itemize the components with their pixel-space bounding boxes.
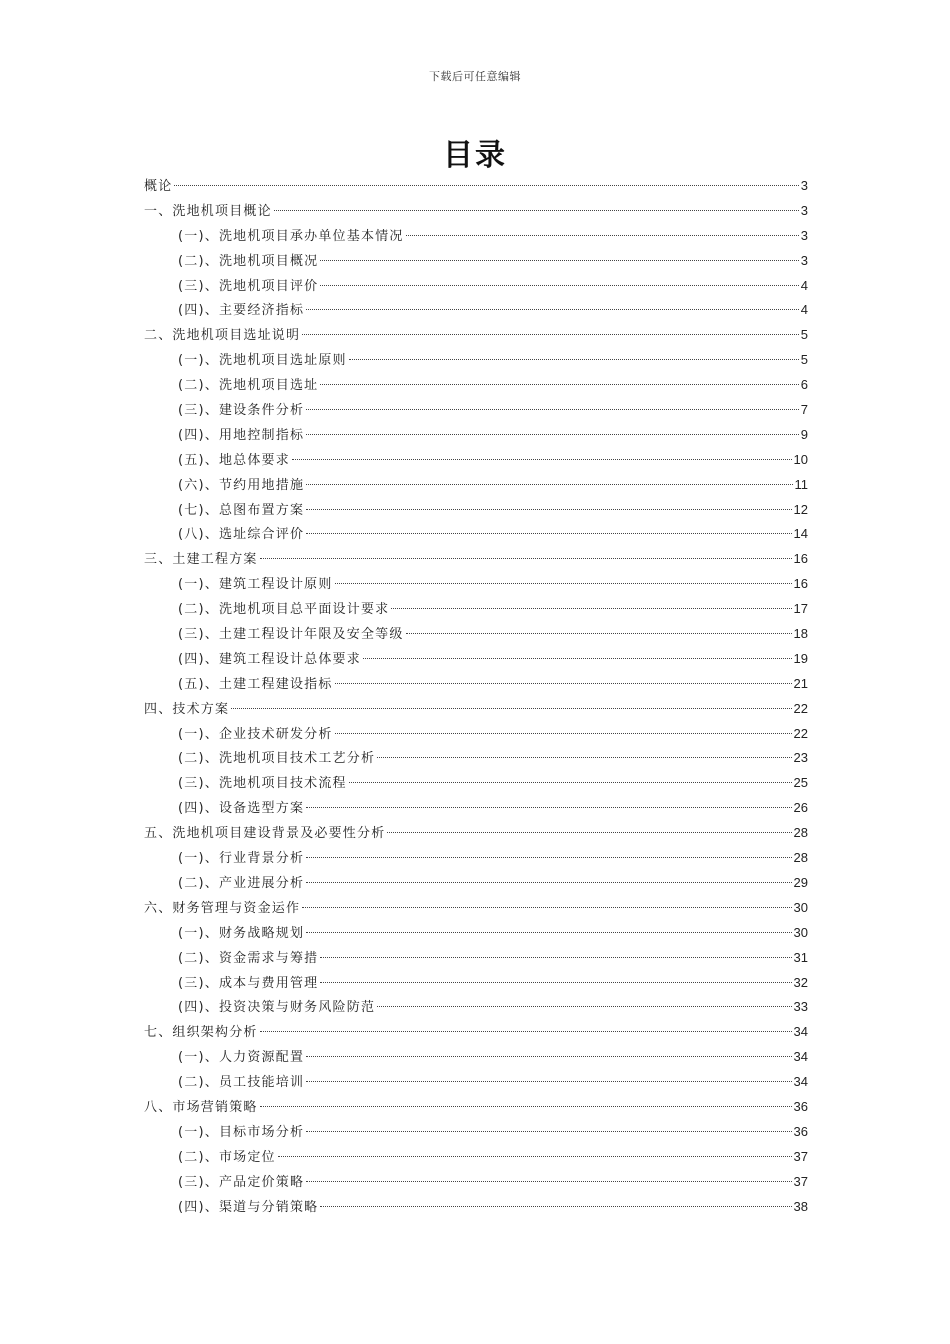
toc-section-entry[interactable] xyxy=(144,697,808,722)
toc-subsection-entry[interactable] xyxy=(144,946,808,971)
toc-entry-label: (四)、投资决策与财务风险防范 xyxy=(178,1000,376,1016)
toc-subsection-entry[interactable] xyxy=(144,572,808,597)
toc-entry-page-number: 7 xyxy=(800,402,808,418)
toc-dot-leader xyxy=(306,509,791,510)
toc-entry-label: 七、组织架构分析 xyxy=(144,1025,258,1041)
toc-entry-label: 六、财务管理与资金运作 xyxy=(144,900,301,916)
toc-entry-label: (四)、建筑工程设计总体要求 xyxy=(178,651,361,667)
toc-entry-page-number: 37 xyxy=(793,1173,808,1189)
toc-entry-label: 一、洗地机项目概论 xyxy=(144,203,272,219)
toc-section-entry[interactable] xyxy=(144,323,808,348)
toc-entry-label: (二)、产业进展分析 xyxy=(178,875,305,891)
toc-entry-label: (三)、洗地机项目技术流程 xyxy=(178,776,347,792)
toc-subsection-entry[interactable] xyxy=(144,274,808,299)
toc-entry-page-number: 19 xyxy=(793,650,808,666)
toc-subsection-entry[interactable] xyxy=(144,597,808,622)
toc-dot-leader xyxy=(306,932,791,933)
toc-entry-label: (一)、洗地机项目选址原则 xyxy=(178,353,347,369)
toc-dot-leader xyxy=(320,260,798,261)
toc-subsection-entry[interactable] xyxy=(144,846,808,871)
toc-dot-leader xyxy=(349,782,792,783)
toc-entry-label: (六)、节约用地措施 xyxy=(178,477,305,493)
toc-dot-leader xyxy=(306,807,791,808)
toc-section-entry[interactable] xyxy=(144,896,808,921)
toc-entry-page-number: 22 xyxy=(793,700,808,716)
toc-entry-label: (七)、总图布置方案 xyxy=(178,502,305,518)
toc-entry-page-number: 3 xyxy=(800,202,808,218)
toc-entry-label: (五)、土建工程建设指标 xyxy=(178,676,333,692)
toc-subsection-entry[interactable] xyxy=(144,498,808,523)
toc-entry-page-number: 16 xyxy=(793,551,808,567)
toc-dot-leader xyxy=(306,309,799,310)
toc-entry-page-number: 4 xyxy=(800,277,808,293)
toc-subsection-entry[interactable] xyxy=(144,298,808,323)
toc-dot-leader xyxy=(320,384,798,385)
toc-dot-leader xyxy=(406,633,792,634)
toc-subsection-entry[interactable] xyxy=(144,1120,808,1145)
toc-dot-leader xyxy=(306,857,791,858)
toc-dot-leader xyxy=(260,1031,792,1032)
toc-entry-page-number: 34 xyxy=(793,1049,808,1065)
toc-subsection-entry[interactable] xyxy=(144,921,808,946)
toc-entry-page-number: 28 xyxy=(793,825,808,841)
toc-entry-label: 三、土建工程方案 xyxy=(144,552,258,568)
toc-entry-label: (二)、洗地机项目总平面设计要求 xyxy=(178,602,390,618)
toc-section-entry[interactable] xyxy=(144,174,808,199)
toc-entry-page-number: 38 xyxy=(793,1198,808,1214)
toc-dot-leader xyxy=(260,1106,792,1107)
toc-dot-leader xyxy=(306,533,791,534)
toc-subsection-entry[interactable] xyxy=(144,473,808,498)
toc-entry-page-number: 34 xyxy=(793,1024,808,1040)
toc-entry-page-number: 33 xyxy=(793,999,808,1015)
page-header-note: 下载后可任意编辑 xyxy=(429,70,521,83)
toc-section-entry[interactable] xyxy=(144,1020,808,1045)
toc-entry-page-number: 18 xyxy=(793,626,808,642)
toc-entry-label: (三)、洗地机项目评价 xyxy=(178,278,319,294)
toc-entry-label: (三)、成本与费用管理 xyxy=(178,975,319,991)
toc-subsection-entry[interactable] xyxy=(144,672,808,697)
toc-entry-label: (五)、地总体要求 xyxy=(178,452,290,468)
toc-entry-label: (一)、洗地机项目承办单位基本情况 xyxy=(178,228,404,244)
toc-dot-leader xyxy=(406,235,799,236)
toc-subsection-entry[interactable] xyxy=(144,522,808,547)
toc-subsection-entry[interactable] xyxy=(144,622,808,647)
toc-subsection-entry[interactable] xyxy=(144,1070,808,1095)
toc-dot-leader xyxy=(302,907,791,908)
toc-subsection-entry[interactable] xyxy=(144,1145,808,1170)
toc-entry-page-number: 5 xyxy=(800,352,808,368)
toc-entry-label: (二)、员工技能培训 xyxy=(178,1075,305,1091)
toc-entry-page-number: 17 xyxy=(793,601,808,617)
toc-entry-page-number: 4 xyxy=(800,302,808,318)
toc-entry-label: (三)、产品定价策略 xyxy=(178,1174,305,1190)
toc-subsection-entry[interactable] xyxy=(144,871,808,896)
toc-dot-leader xyxy=(306,1081,791,1082)
toc-section-entry[interactable] xyxy=(144,199,808,224)
toc-entry-page-number: 28 xyxy=(793,850,808,866)
toc-subsection-entry[interactable] xyxy=(144,796,808,821)
toc-subsection-entry[interactable] xyxy=(144,348,808,373)
toc-entry-label: (二)、洗地机项目概况 xyxy=(178,253,319,269)
toc-subsection-entry[interactable] xyxy=(144,1195,808,1220)
toc-entry-label: 二、洗地机项目选址说明 xyxy=(144,328,301,344)
toc-entry-label: (一)、行业背景分析 xyxy=(178,851,305,867)
toc-dot-leader xyxy=(377,1006,791,1007)
toc-entry-label: 四、技术方案 xyxy=(144,701,230,717)
toc-dot-leader xyxy=(274,210,799,211)
toc-subsection-entry[interactable] xyxy=(144,771,808,796)
toc-entry-label: (二)、市场定位 xyxy=(178,1149,276,1165)
toc-dot-leader xyxy=(302,334,799,335)
toc-dot-leader xyxy=(306,484,792,485)
toc-subsection-entry[interactable] xyxy=(144,1170,808,1195)
toc-dot-leader xyxy=(278,1156,792,1157)
toc-entry-label: (四)、用地控制指标 xyxy=(178,427,305,443)
toc-entry-page-number: 30 xyxy=(793,899,808,915)
toc-entry-page-number: 26 xyxy=(793,800,808,816)
toc-entry-label: (八)、选址综合评价 xyxy=(178,527,305,543)
toc-entry-label: (二)、洗地机项目选址 xyxy=(178,378,319,394)
toc-section-entry[interactable] xyxy=(144,547,808,572)
toc-entry-page-number: 14 xyxy=(793,526,808,542)
toc-dot-leader xyxy=(306,1131,791,1132)
toc-entry-label: (三)、土建工程设计年限及安全等级 xyxy=(178,627,404,643)
toc-entry-page-number: 10 xyxy=(793,451,808,467)
toc-dot-leader xyxy=(260,558,792,559)
toc-entry-page-number: 9 xyxy=(800,426,808,442)
toc-dot-leader xyxy=(363,658,792,659)
toc-dot-leader xyxy=(320,957,791,958)
toc-entry-page-number: 25 xyxy=(793,775,808,791)
toc-entry-page-number: 32 xyxy=(793,974,808,990)
toc-entry-page-number: 30 xyxy=(793,924,808,940)
toc-entry-page-number: 36 xyxy=(793,1098,808,1114)
toc-entry-page-number: 16 xyxy=(793,576,808,592)
toc-dot-leader xyxy=(377,757,791,758)
toc-dot-leader xyxy=(335,683,792,684)
toc-dot-leader xyxy=(320,1206,791,1207)
toc-section-entry[interactable] xyxy=(144,821,808,846)
toc-subsection-entry[interactable] xyxy=(144,224,808,249)
toc-entry-page-number: 34 xyxy=(793,1074,808,1090)
toc-entry-page-number: 31 xyxy=(793,949,808,965)
toc-subsection-entry[interactable] xyxy=(144,971,808,996)
toc-entry-page-number: 22 xyxy=(793,725,808,741)
toc-dot-leader xyxy=(306,434,799,435)
toc-entry-label: 八、市场营销策略 xyxy=(144,1099,258,1115)
toc-subsection-entry[interactable] xyxy=(144,423,808,448)
toc-entry-page-number: 12 xyxy=(793,501,808,517)
toc-entry-label: (一)、财务战略规划 xyxy=(178,925,305,941)
toc-subsection-entry[interactable] xyxy=(144,398,808,423)
toc-entry-page-number: 37 xyxy=(793,1148,808,1164)
toc-entry-page-number: 3 xyxy=(800,227,808,243)
toc-entry-page-number: 5 xyxy=(800,327,808,343)
toc-subsection-entry[interactable] xyxy=(144,448,808,473)
toc-subsection-entry[interactable] xyxy=(144,373,808,398)
toc-entry-page-number: 21 xyxy=(793,675,808,691)
toc-entry-page-number: 3 xyxy=(800,178,808,193)
toc-dot-leader xyxy=(387,832,791,833)
toc-dot-leader xyxy=(292,459,792,460)
toc-dot-leader xyxy=(306,409,799,410)
toc-subsection-entry[interactable] xyxy=(144,647,808,672)
toc-entry-label: (一)、目标市场分析 xyxy=(178,1124,305,1140)
toc-entry-label: (一)、建筑工程设计原则 xyxy=(178,577,333,593)
table-of-contents xyxy=(144,174,808,1219)
toc-section-entry[interactable] xyxy=(144,1095,808,1120)
toc-title: 目录 xyxy=(443,138,507,173)
toc-entry-label: (一)、人力资源配置 xyxy=(178,1050,305,1066)
toc-subsection-entry[interactable] xyxy=(144,249,808,274)
toc-entry-label: 五、洗地机项目建设背景及必要性分析 xyxy=(144,826,386,842)
toc-entry-page-number: 23 xyxy=(793,750,808,766)
toc-entry-page-number: 11 xyxy=(794,476,808,492)
toc-dot-leader xyxy=(306,882,791,883)
toc-entry-label: (四)、渠道与分销策略 xyxy=(178,1199,319,1215)
toc-entry-label: (一)、企业技术研发分析 xyxy=(178,726,333,742)
toc-dot-leader xyxy=(335,733,792,734)
toc-entry-label: 概论 xyxy=(144,179,173,194)
toc-entry-page-number: 3 xyxy=(800,252,808,268)
toc-dot-leader xyxy=(306,1056,791,1057)
toc-dot-leader xyxy=(306,1181,791,1182)
toc-entry-label: (四)、主要经济指标 xyxy=(178,303,305,319)
toc-entry-page-number: 36 xyxy=(793,1123,808,1139)
toc-dot-leader xyxy=(320,285,798,286)
toc-subsection-entry[interactable] xyxy=(144,746,808,771)
toc-entry-page-number: 29 xyxy=(793,874,808,890)
toc-dot-leader xyxy=(174,185,798,186)
toc-entry-page-number: 6 xyxy=(800,377,808,393)
toc-dot-leader xyxy=(320,982,791,983)
toc-entry-label: (二)、洗地机项目技术工艺分析 xyxy=(178,751,376,767)
toc-subsection-entry[interactable] xyxy=(144,722,808,747)
toc-subsection-entry[interactable] xyxy=(144,1045,808,1070)
toc-dot-leader xyxy=(391,608,791,609)
toc-entry-label: (四)、设备选型方案 xyxy=(178,801,305,817)
toc-entry-label: (二)、资金需求与筹措 xyxy=(178,950,319,966)
toc-dot-leader xyxy=(349,359,799,360)
toc-entry-label: (三)、建设条件分析 xyxy=(178,403,305,419)
toc-dot-leader xyxy=(231,708,791,709)
toc-subsection-entry[interactable] xyxy=(144,995,808,1020)
toc-dot-leader xyxy=(335,583,792,584)
